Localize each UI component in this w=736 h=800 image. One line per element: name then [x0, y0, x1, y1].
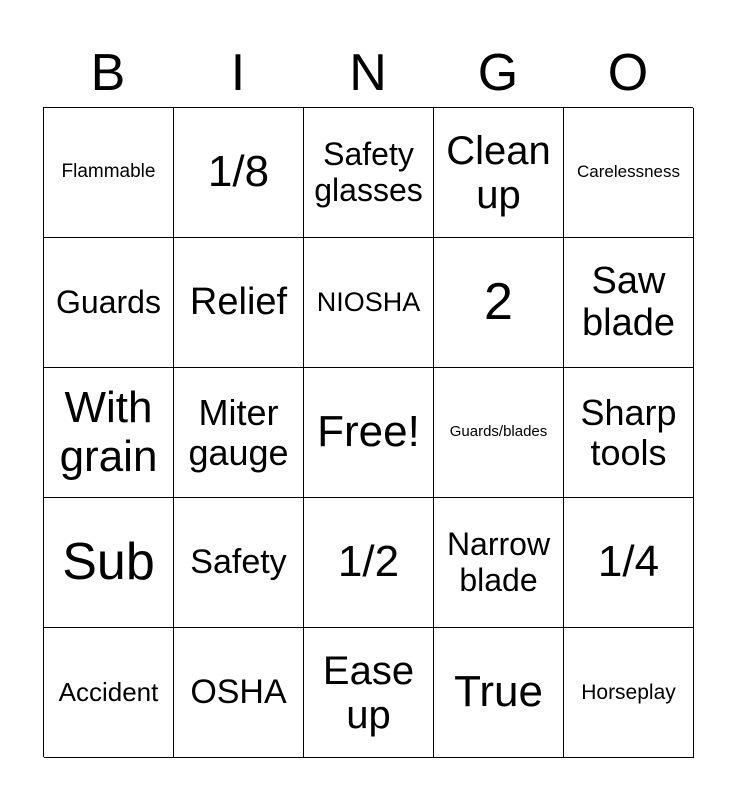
- bingo-cell[interactable]: True: [434, 628, 564, 758]
- bingo-cell[interactable]: Guards: [44, 238, 174, 368]
- bingo-cell[interactable]: Guards/blades: [434, 368, 564, 498]
- bingo-cell[interactable]: Miter gauge: [174, 368, 304, 498]
- bingo-cell[interactable]: With grain: [44, 368, 174, 498]
- bingo-cell[interactable]: Safety glasses: [304, 108, 434, 238]
- bingo-cell[interactable]: 2: [434, 238, 564, 368]
- bingo-cell[interactable]: Safety: [174, 498, 304, 628]
- bingo-cell[interactable]: Carelessness: [564, 108, 694, 238]
- bingo-cell[interactable]: 1/8: [174, 108, 304, 238]
- header-letter-o: O: [607, 44, 649, 102]
- bingo-cell[interactable]: Sub: [44, 498, 174, 628]
- bingo-cell[interactable]: Clean up: [434, 108, 564, 238]
- bingo-cell[interactable]: Narrow blade: [434, 498, 564, 628]
- bingo-cell-free[interactable]: Free!: [304, 368, 434, 498]
- bingo-cell[interactable]: OSHA: [174, 628, 304, 758]
- bingo-cell[interactable]: Saw blade: [564, 238, 694, 368]
- bingo-cell[interactable]: Flammable: [44, 108, 174, 238]
- bingo-cell[interactable]: Relief: [174, 238, 304, 368]
- bingo-cell[interactable]: 1/4: [564, 498, 694, 628]
- header-letter-n: N: [349, 44, 387, 102]
- bingo-cell[interactable]: Horseplay: [564, 628, 694, 758]
- bingo-header: [43, 40, 693, 106]
- header-letter-i: I: [230, 44, 246, 102]
- header-letter-b: B: [90, 44, 126, 102]
- bingo-cell[interactable]: Sharp tools: [564, 368, 694, 498]
- bingo-cell[interactable]: Accident: [44, 628, 174, 758]
- bingo-board: [43, 107, 693, 757]
- header-letter-g: G: [477, 44, 519, 102]
- bingo-cell[interactable]: Ease up: [304, 628, 434, 758]
- bingo-cell[interactable]: NIOSHA: [304, 238, 434, 368]
- bingo-cell[interactable]: 1/2: [304, 498, 434, 628]
